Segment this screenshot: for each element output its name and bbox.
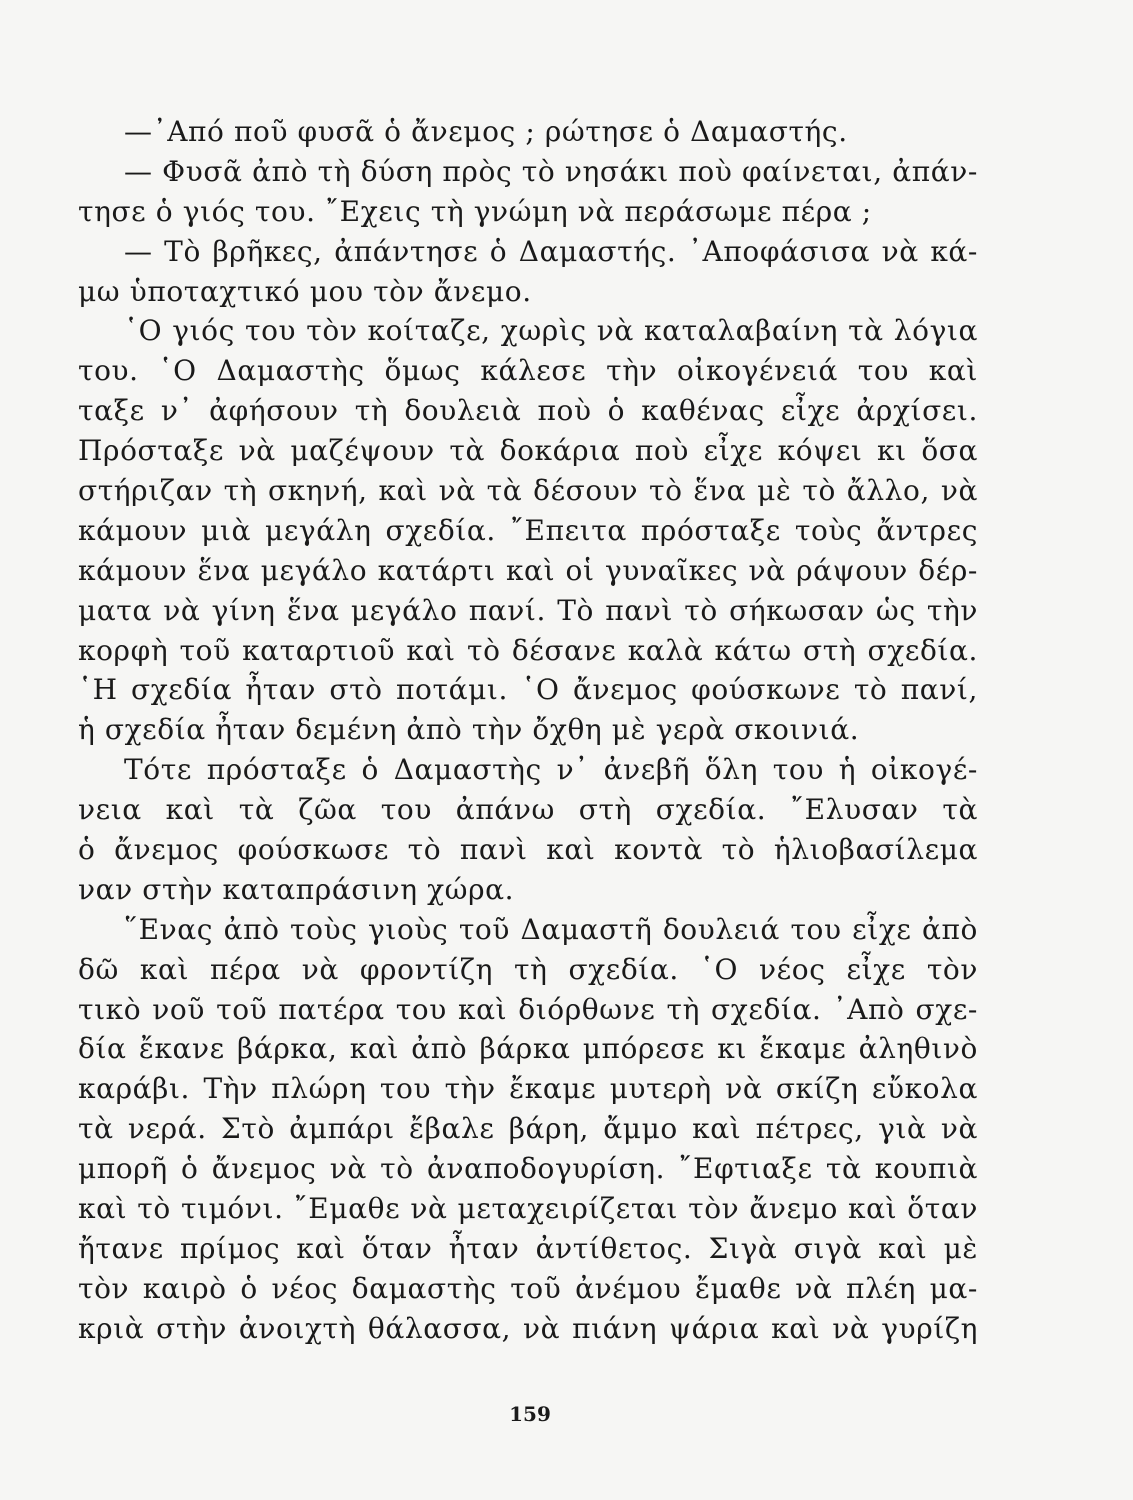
text-line: τησε ὁ γιός του. ῎Εχεις τὴ γνώμη νὰ περάσωμε πέρα ; (78, 194, 872, 228)
text-line: του. ῾Ο Δαμαστὴς ὅμως κάλεσε τὴν οἰκογένειά του καὶ (78, 354, 978, 388)
text-line: δία ἔκανε βάρκα, καὶ ἀπὸ βάρκα μπόρεσε κι ἔκαμε ἀληθινὸ (78, 1032, 978, 1066)
text-line: καράβι. Τὴν πλώρη του τὴν ἔκαμε μυτερὴ νὰ σκίζη εὔκολα (78, 1072, 978, 1106)
text-line: τὰ νερά. Στὸ ἀμπάρι ἔβαλε βάρη, ἄμμο καὶ πέτρες, γιὰ νὰ (78, 1112, 978, 1146)
text-line: κάμουν ἕνα μεγάλο κατάρτι καὶ οἱ γυναῖκες νὰ ράψουν δέρ- (78, 553, 978, 587)
text-line: ὁ ἄνεμος φούσκωσε τὸ πανὶ καὶ κοντὰ τὸ ἡλιοβασίλεμα (78, 833, 978, 867)
text-line: —᾿Από ποῦ φυσᾶ ὁ ἄνεμος ; ρώτησε ὁ Δαμαστής. (124, 115, 848, 148)
text-line: μπορῆ ὁ ἄνεμος νὰ τὸ ἀναποδογυρίση. ῎Εφτιαξε τὰ κουπιὰ (78, 1152, 978, 1186)
text-line: κριὰ στὴν ἀνοιχτὴ θάλασσα, νὰ πιάνη ψάρια καὶ νὰ γυρίζη (78, 1311, 978, 1345)
text-line: ἤτανε πρίμος καὶ ὅταν ἦταν ἀντίθετος. Σιγὰ σιγὰ καὶ μὲ (78, 1231, 978, 1265)
text-line: καὶ τὸ τιμόνι. ῎Εμαθε νὰ μεταχειρίζεται τὸν ἄνεμο καὶ ὅταν (78, 1192, 978, 1226)
text-line: κορφὴ τοῦ καταρτιοῦ καὶ τὸ δέσανε καλὰ κάτω στὴ σχεδία. (78, 633, 978, 667)
text-line: ῞Ενας ἀπὸ τοὺς γιοὺς τοῦ Δαμαστῆ δουλειά του εἶχε ἀπὸ (124, 912, 978, 946)
text-line: στήριζαν τὴ σκηνή, καὶ νὰ τὰ δέσουν τὸ ἕνα μὲ τὸ ἄλλο, νὰ (78, 474, 978, 508)
text-line: δῶ καὶ πέρα νὰ φροντίζη τὴ σχεδία. ῾Ο νέος εἶχε τὸν (78, 952, 978, 986)
text-line: — Φυσᾶ ἀπὸ τὴ δύση πρὸς τὸ νησάκι ποὺ φαίνεται, ἀπάν- (124, 154, 978, 188)
text-line: ῾Η σχεδία ἦταν στὸ ποτάμι. ῾Ο ἄνεμος φούσκωνε τὸ πανί, (78, 673, 978, 707)
text-line: ταξε ν᾿ ἀφήσουν τὴ δουλειὰ ποὺ ὁ καθένας εἶχε ἀρχίσει. (78, 394, 978, 428)
text-line: κάμουν μιὰ μεγάλη σχεδία. ῎Επειτα πρόσταξε τοὺς ἄντρες (78, 513, 978, 547)
body-text (78, 112, 978, 1349)
text-line: τὸν καιρὸ ὁ νέος δαμαστὴς τοῦ ἀνέμου ἔμαθε νὰ πλέη μα- (78, 1271, 978, 1305)
text-line: — Τὸ βρῆκες, ἀπάντησε ὁ Δαμαστής. ᾿Αποφάσισα νὰ κά- (124, 234, 978, 268)
text-line: ναν στὴν καταπράσινη χώρα. (78, 872, 515, 906)
text-line: Τότε πρόσταξε ὁ Δαμαστὴς ν᾿ ἀνεβῆ ὅλη του ἡ οἰκογέ- (124, 753, 978, 787)
text-line: μω ὑποταχτικό μου τὸν ἄνεμο. (78, 274, 532, 308)
text-line: ματα νὰ γίνη ἕνα μεγάλο πανί. Τὸ πανὶ τὸ σήκωσαν ὡς τὴν (78, 593, 978, 627)
text-line: ῾Ο γιός του τὸν κοίταζε, χωρὶς νὰ καταλαβαίνη τὰ λόγια (124, 314, 978, 348)
text-line: ἡ σχεδία ἦταν δεμένη ἀπὸ τὴν ὄχθη μὲ γερὰ σκοινιά. (78, 713, 860, 747)
page-number: 159 (509, 1402, 551, 1426)
text-line: νεια καὶ τὰ ζῶα του ἀπάνω στὴ σχεδία. ῎Ελυσαν τὰ (78, 793, 978, 827)
text-line: τικὸ νοῦ τοῦ πατέρα του καὶ διόρθωνε τὴ σχεδία. ᾿Απὸ σχε- (78, 992, 978, 1026)
text-line: Πρόσταξε νὰ μαζέψουν τὰ δοκάρια ποὺ εἶχε κόψει κι ὅσα (78, 434, 978, 468)
